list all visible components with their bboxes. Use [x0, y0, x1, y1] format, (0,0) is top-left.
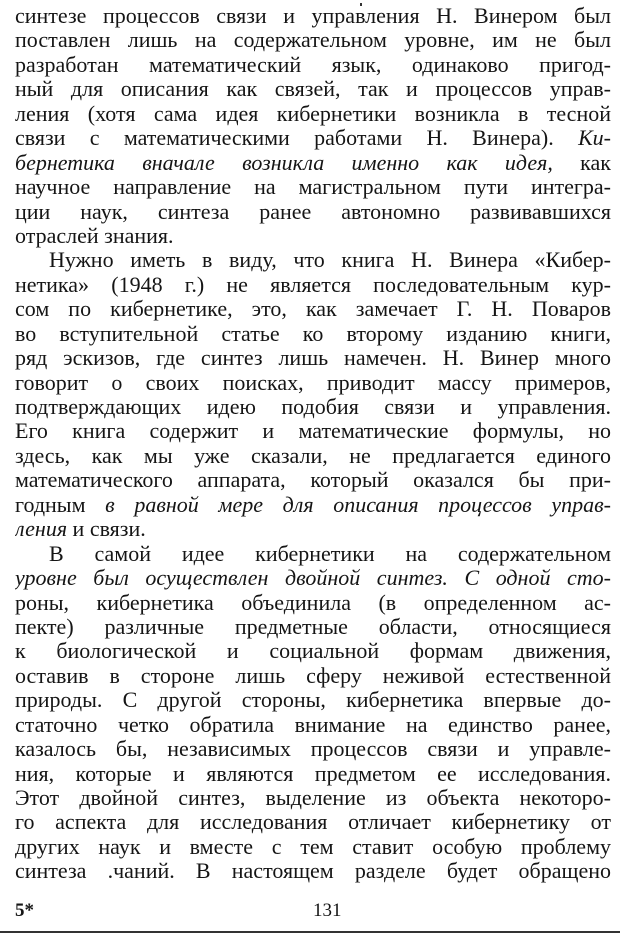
text-segment: роны, кибернетика объединила (в определенном ас- — [15, 590, 611, 615]
text-line — [15, 28, 611, 52]
text-line — [15, 77, 611, 101]
italic-text: Ки- — [578, 126, 611, 151]
text-line — [15, 273, 611, 297]
text-line — [15, 762, 611, 786]
scan-bottom-edge — [0, 931, 620, 933]
text-line — [15, 53, 611, 77]
text-line — [15, 810, 611, 834]
text-line — [15, 395, 611, 419]
text-segment: ный для описания как связей, так и процессов управ- — [15, 77, 611, 102]
text-line — [15, 322, 611, 346]
text-line — [15, 786, 611, 810]
signature-mark: 5* — [15, 900, 34, 921]
paragraph — [15, 542, 611, 884]
paragraph — [15, 4, 611, 248]
text-line — [15, 468, 611, 492]
body-text — [15, 4, 611, 884]
text-segment: говорит о своих поисках, приводит массу примеров, — [15, 370, 611, 395]
italic-text: в равной мере для описания процессов управ- — [105, 492, 611, 517]
text-line — [15, 126, 611, 150]
text-line — [15, 615, 611, 639]
italic-text: ления — [15, 517, 68, 542]
text-segment: других наук и вместе с тем ставит особую проблему — [15, 834, 611, 859]
text-segment: к биологической и социальной формам движения, — [15, 639, 611, 664]
text-segment: Его книга содержит и математические формулы, но — [15, 419, 611, 444]
text-segment: оставив в стороне лишь сферу неживой естественной — [15, 663, 611, 688]
text-segment: Нужно иметь в виду, что книга Н. Винера «Кибер- — [49, 248, 611, 273]
text-line — [15, 297, 611, 321]
page-footer — [15, 900, 611, 924]
paragraph — [15, 248, 611, 541]
text-segment: как — [552, 150, 611, 175]
text-line — [15, 517, 611, 541]
text-segment: математического аппарата, который оказался бы при- — [15, 468, 611, 493]
text-segment: Этот двойной синтез, выделение из объекта некоторо- — [15, 786, 611, 810]
text-segment: ряд эскизов, где синтез лишь намечен. Н. Винер много — [15, 346, 611, 371]
text-line — [15, 835, 611, 859]
text-segment: поставлен лишь на содержательном уровне, им не был — [15, 28, 611, 53]
text-line — [15, 346, 611, 370]
text-segment: годным — [15, 492, 106, 517]
text-line — [15, 688, 611, 712]
text-line — [15, 102, 611, 126]
text-line — [15, 419, 611, 443]
text-line — [15, 591, 611, 615]
text-segment: нетика» (1948 г.) не является последовательным кур- — [15, 272, 611, 297]
text-line — [15, 248, 611, 272]
text-line — [15, 371, 611, 395]
text-segment: разработан математический язык, одинаково пригод- — [15, 52, 611, 77]
text-segment: здесь, как мы уже сказали, не предлагается единого — [15, 443, 611, 468]
text-line — [15, 224, 611, 248]
text-segment: сом по кибернетике, это, как замечает Г. Н. Поваров — [15, 297, 611, 322]
text-line — [15, 151, 611, 175]
text-line — [15, 639, 611, 663]
text-line — [15, 713, 611, 737]
text-line — [15, 737, 611, 761]
italic-text: уровне был осуществлен двойной синтез. С одной сто- — [15, 566, 611, 591]
text-line — [15, 664, 611, 688]
text-line — [15, 200, 611, 224]
text-line — [15, 859, 611, 883]
text-segment: подтверждающих идею подобия связи и управления. — [15, 395, 611, 419]
text-segment: пекте) различные предметные области, относящиеся — [15, 614, 611, 639]
text-segment: казалось бы, независимых процессов связи и управле- — [15, 737, 611, 762]
text-line — [15, 175, 611, 199]
text-segment: го аспекта для исследования отличает кибернетику от — [15, 810, 611, 835]
text-segment: чаний. В настоящем разделе будет обращено — [113, 859, 611, 884]
text-segment: ния, которые и являются предметом ее исследования. — [15, 761, 611, 786]
text-segment: ления (хотя сама идея кибернетики возникла в тесной — [15, 101, 611, 126]
text-segment: связи с математическими работами Н. Винера). — [15, 126, 579, 151]
page-number: 131 — [313, 900, 342, 921]
text-segment: статочно четко обратила внимание на единство ранее, — [15, 712, 611, 737]
text-segment: В самой идее кибернетики на содержательном — [49, 541, 611, 566]
text-segment: отраслей знания. — [15, 223, 174, 248]
text-segment: синтеза . — [15, 859, 114, 884]
text-line — [15, 566, 611, 590]
text-segment: во вступительной статье ко второму изданию книги, — [15, 321, 611, 346]
text-line — [15, 4, 611, 28]
text-segment: и связи. — [67, 517, 146, 542]
text-segment: природы. С другой стороны, кибернетика впервые до- — [15, 688, 611, 713]
text-segment: научное направление на магистральном пути интегра- — [15, 175, 611, 200]
italic-text: бернетика вначале возникла именно как идея, — [15, 150, 553, 175]
text-segment: ции наук, синтеза ранее автономно развивавшихся — [15, 199, 611, 224]
text-line — [15, 542, 611, 566]
text-line — [15, 444, 611, 468]
text-segment: синтезе процессов связи и управления Н. Винером был — [15, 4, 611, 28]
text-line — [15, 493, 611, 517]
